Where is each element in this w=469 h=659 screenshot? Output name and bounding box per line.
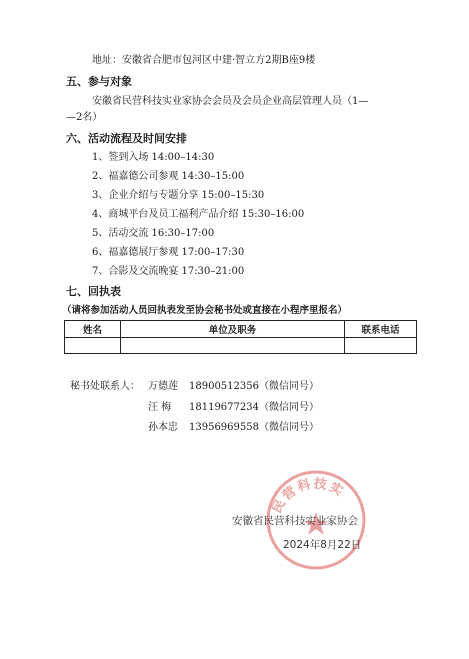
seal-text: 民营科技实: [269, 476, 348, 516]
section-5-line-2: —2名）: [66, 112, 103, 123]
receipt-table: [64, 320, 417, 354]
contact-phone: 13956969558（微信同号）: [189, 422, 319, 433]
cell-unit-position[interactable]: [121, 338, 345, 354]
signature-org: 安徽省民营科技实业家协会: [232, 515, 358, 527]
header-unit-position: 单位及职务: [121, 321, 345, 338]
cell-name[interactable]: [65, 338, 121, 354]
contact-name: 孙本忠: [148, 422, 178, 433]
schedule-item: 7、合影及交流晚宴 17:30–21:00: [92, 266, 245, 277]
contact-phone: 18119677234（微信同号）: [189, 402, 319, 413]
contact-name: 万德莲: [148, 381, 178, 392]
receipt-note: （请将参加活动人员回执表发至协会秘书处或直接在小程序里报名）: [62, 305, 348, 316]
section-6-title: 六、活动流程及时间安排: [66, 132, 187, 145]
address-line: 地址：安徽省合肥市包河区中建·智立方2期B座9楼: [92, 55, 316, 66]
schedule-item: 1、签到入场 14:00–14:30: [92, 152, 215, 163]
contact-phone: 18900512356（微信同号）: [189, 381, 319, 392]
schedule-item: 4、商城平台及员工福利产品介绍 15:30–16:00: [92, 209, 305, 220]
schedule-item: 6、福嘉德展厅参观 17:00–17:30: [92, 247, 245, 258]
schedule-item: 2、福嘉德公司参观 14:30–15:00: [92, 171, 245, 182]
contact-label: 秘书处联系人：: [70, 381, 140, 392]
table-header-row: [65, 321, 417, 338]
section-5-line-1: 安徽省民营科技实业家协会会员及会员企业高层管理人员（1—: [92, 96, 369, 107]
table-row: [65, 338, 417, 354]
schedule-item: 3、企业介绍与专题分享 15:00–15:30: [92, 190, 265, 201]
svg-text:民营科技实: [270, 475, 348, 516]
section-7-title: 七、回执表: [66, 285, 121, 298]
section-5-title: 五、参与对象: [66, 75, 132, 88]
signature-date: 2024年8月22日: [283, 539, 362, 551]
header-name: 姓名: [65, 321, 121, 338]
contact-name: 汪 梅: [148, 402, 172, 413]
cell-phone[interactable]: [345, 338, 417, 354]
schedule-item: 5、活动交流 16:30–17:00: [92, 228, 215, 239]
header-phone: 联系电话: [345, 321, 417, 338]
